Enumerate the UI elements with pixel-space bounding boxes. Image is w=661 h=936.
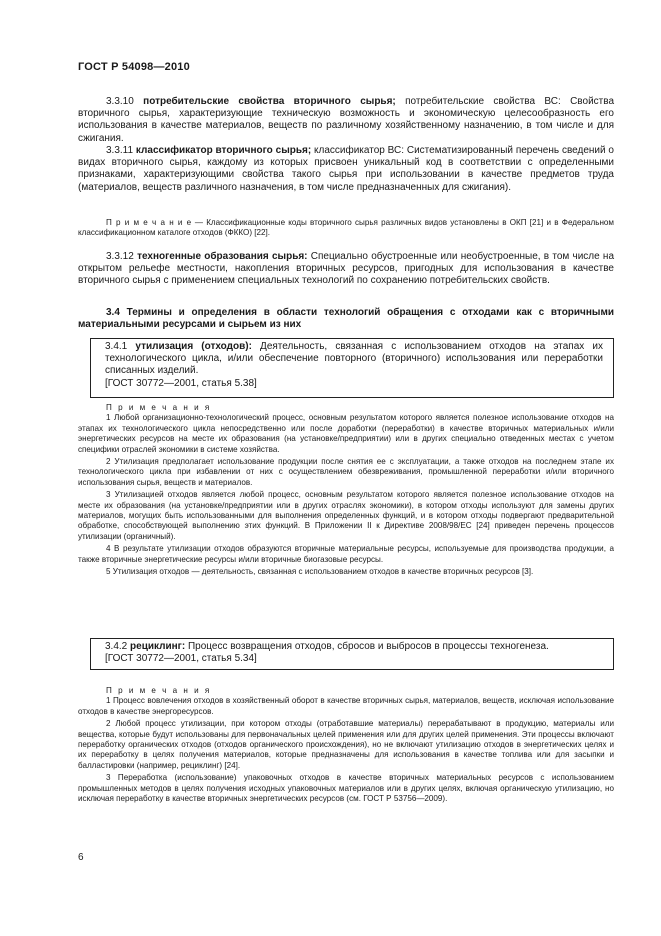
note-item: 3 Утилизацией отходов является любой процесс, основным результатом которого является полезное использование отходов на месте их образования (на установке/предприятии или в других отраслях экономики), в котором отходы используют для замены других материалов, могущих быть использованными для выполнения определенных функций, и в котором отходы подвергают предварительной обработке, способствующей выполнению этих функций. В Приложении II к Директиве 2008/98/ЕС [24] приведен перечень процессов утилизации (органичный). [78, 490, 614, 541]
notes-3-4-2 [78, 686, 614, 804]
note-item: 1 Любой организационно-технологический процесс, основным результатом которого является полезное использование отходов на этапах их технологического цикла непосредственно или после доработки (переработки) в качестве вторичных материальных и/или энергетических ресурсов на месте их образования (на установке/предприятии) или в других специально отведенных местах с учетом специфики отраслей экономики в системе хозяйства. [78, 413, 614, 454]
term: утилизация (отходов): [135, 341, 252, 352]
note-3-3-11 [78, 218, 614, 239]
definition: Специально обустроенные или необустроенные, в том числе на открытом рельефе местности, накопления вторичных ресурсов, пригодных для использования в качестве вторичного сырья с применением специальных технологий по сохранению потребительских свойств. [78, 251, 615, 287]
note-item: 3 Переработка (использование) упаковочных отходов в качестве вторичных материальных ресурсов с использованием промышленных методов в целях получения исходных упаковочных материалов или в других целях, включая органическую утилизацию, но исключая переработку в качестве вторичных энергетических ресурсов (см. ГОСТ Р 53756—2009). [78, 773, 614, 804]
term: техногенные образования сырья: [137, 251, 308, 262]
notes-heading: П р и м е ч а н и я [106, 686, 212, 695]
note-item: 2 Любой процесс утилизации, при котором отходы (отработавшие материалы) перерабатывают в продукцию, материалы или вещества, которые будут использованы для первоначальных целей применения или для других целей применения. Эти процессы включают переработку органических отходов (отходов органического происхождения), но не включают утилизацию отходов в энергетических целях и их переработку в целях получения материалов, которые предназначены для использования в качестве топлива или для засыпки и балластировки (например, рециклинг) [24]. [78, 719, 614, 770]
clause-3-3-11 [78, 145, 614, 194]
term: рециклинг: [130, 641, 186, 652]
definition: Деятельность, связанная с использованием отходов на этапах их технологического цикла, и/или обеспечение повторного (вторичного) использования или переработки списанных изделий. [105, 341, 603, 377]
page-number: 6 [78, 852, 84, 863]
note-item: 1 Процесс вовлечения отходов в хозяйственный оборот в качестве вторичных сырья, материалов, веществ, исключая использование отходов в качестве энергоресурсов. [78, 696, 614, 716]
clause-number: 3.3.11 [106, 145, 134, 156]
note-text: — Классификационные коды вторичного сырья различных видов установлены в ОКП [21] и в Федеральном классификационном каталоге отходов (ФККО) [22]. [78, 218, 614, 238]
definition: классификатор ВС: Систематизированный перечень сведений о видах вторичного сырья, каждому из которых присвоен уникальный код в соответствии с определенными признаками, характеризующими свойства такого сырья при использовании в качестве предметов труда (материалов, веществ различного назначения, в том числе предназначенных для сжигания). [78, 145, 614, 193]
clause-3-3-12 [78, 251, 614, 288]
definition-box-3-4-2 [90, 638, 614, 670]
note-label: П р и м е ч а н и е [106, 218, 192, 227]
note-item: 4 В результате утилизации отходов образуются вторичные материальные ресурсы, используемые для производства продукции, а также вторичные энергетические ресурсы и/или вторичные биогазовые ресурсы. [78, 544, 614, 564]
note-item: 5 Утилизация отходов — деятельность, связанная с использованием отходов в качестве вторичных ресурсов [3]. [106, 567, 534, 577]
source-reference: [ГОСТ 30772—2001, статья 5.38] [105, 377, 257, 389]
source-reference: [ГОСТ 30772—2001, статья 5.34] [105, 653, 257, 665]
note-item: 2 Утилизация предполагает использование продукции после снятия ее с эксплуатации, а также отходов на последнем этапе их технологического цикла при избавлении от них с осуществлением обезвреживания, промышленной переработки и/или вторичного использования сырья, веществ и материалов. [78, 457, 614, 487]
clause-number: 3.3.12 [106, 251, 134, 262]
definition: потребительские свойства ВС: Свойства вторичного сырья, характеризующие техническую возможность и экономическую целесообразность его использования в качестве материалов, веществ по различному хозяйственному назначению, в том числе и для сжигания. [78, 96, 615, 144]
notes-3-4-1 [78, 403, 614, 578]
clause-number: 3.4.2 [105, 641, 128, 652]
clause-3-3-10 [78, 96, 614, 145]
term: классификатор вторичного сырья; [135, 145, 312, 156]
notes-heading: П р и м е ч а н и я [106, 403, 212, 412]
clause-number: 3.3.10 [106, 96, 134, 107]
definition-box-3-4-1 [90, 338, 614, 398]
section-3-4-heading: 3.4 Термины и определения в области технологий обращения с отходами как с вторичными материальными ресурсами и сырьем из них [78, 307, 614, 331]
standard-header: ГОСТ Р 54098—2010 [78, 61, 190, 73]
clause-number: 3.4.1 [105, 341, 128, 352]
term: потребительские свойства вторичного сырья; [143, 96, 396, 107]
definition: Процесс возвращения отходов, сбросов и выбросов в процессы техногенеза. [185, 641, 549, 652]
